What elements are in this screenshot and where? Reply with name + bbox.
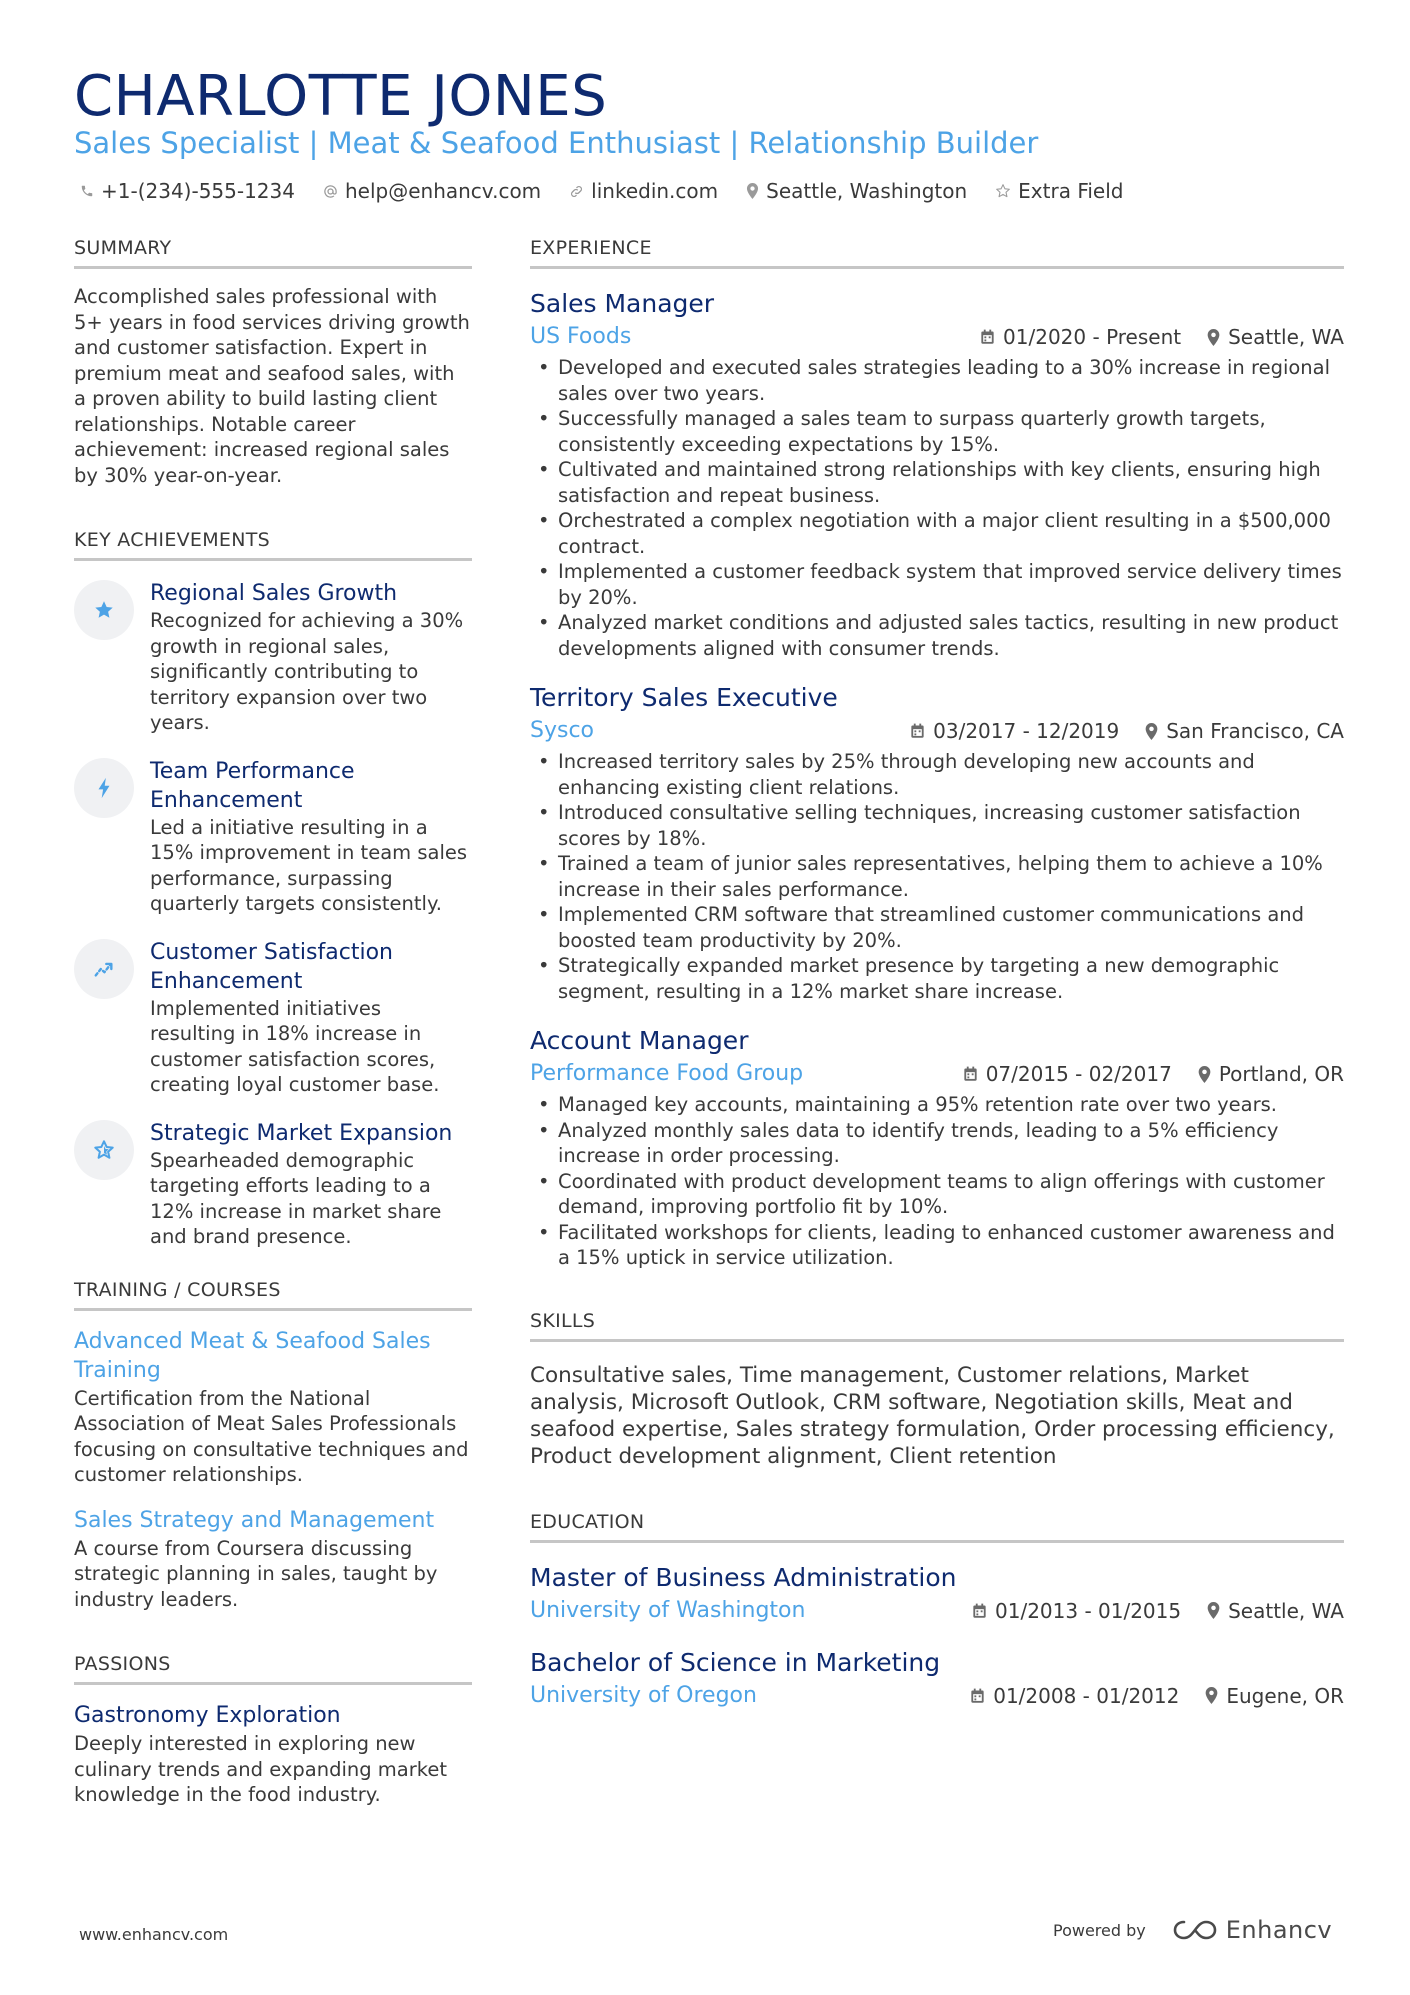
infinity-logo-icon: [1172, 1918, 1218, 1942]
job-bullets: [530, 355, 1344, 661]
star-outline-icon: [995, 183, 1011, 199]
education-entry: [530, 1646, 1344, 1711]
achievement-item: [74, 579, 472, 736]
phone-icon: [80, 184, 94, 198]
location-pin-icon: [1145, 723, 1158, 740]
job-bullet: • Strategically expanded market presence by targeting a new demographic segment, resulting in a 12% market share increase.: [530, 953, 1344, 1004]
candidate-headline: Sales Specialist | Meat & Seafood Enthusiast | Relationship Builder: [74, 126, 1039, 160]
passion-item: [74, 1701, 472, 1808]
job-bullet: • Developed and executed sales strategies leading to a 30% increase in regional sales over two years.: [530, 355, 1344, 406]
job-bullet: • Introduced consultative selling techniques, increasing customer satisfaction scores by 18%.: [530, 800, 1344, 851]
edu-dates: 01/2013 - 01/2015: [995, 1598, 1182, 1623]
achievement-text: Implemented initiatives resulting in 18% increase in customer satisfaction scores, creating loyal customer base.: [150, 996, 440, 1096]
calendar-icon: [970, 1688, 985, 1704]
achievements-section: [74, 528, 472, 1250]
at-icon: [323, 184, 338, 199]
achievement-item: [74, 938, 472, 1098]
extra-field-text: Extra Field: [1018, 179, 1124, 203]
location-pin-icon: [1207, 329, 1220, 346]
location-pin-icon: [1207, 1602, 1220, 1619]
brand-name: Enhancv: [1225, 1916, 1333, 1944]
location-pin-icon: [1205, 1687, 1218, 1704]
job-entry: [530, 287, 1344, 661]
job-dates: 03/2017 - 12/2019: [933, 719, 1120, 743]
calendar-icon: [972, 1603, 987, 1619]
summary-text: Accomplished sales professional with 5+ years in food services driving growth and customer satisfaction. Expert in premium meat and seafood sales, with a proven ability to build lasting client relationships. Notable career achievement: increased regional sales by 30% year-on-year.: [74, 285, 470, 487]
achievement-item: [74, 1119, 472, 1250]
achievement-text: Spearheaded demographic targeting efforts leading to a 12% increase in market share and brand presence.: [150, 1148, 442, 1248]
job-bullet: • Facilitated workshops for clients, leading to enhanced customer awareness and a 15% uptick in service utilization.: [530, 1220, 1344, 1271]
edu-location: Seattle, WA: [1228, 1598, 1344, 1623]
achievement-title: Strategic Market Expansion: [150, 1120, 453, 1146]
job-bullet: • Implemented a customer feedback system that improved service delivery times by 20%.: [530, 559, 1344, 610]
contact-phone[interactable]: [80, 176, 295, 206]
education-section: [530, 1510, 1344, 1711]
footer-powered: [1053, 1916, 1332, 1944]
contact-bar: [80, 176, 1151, 206]
job-company: Performance Food Group: [530, 1061, 804, 1086]
location-pin-icon: [1198, 1066, 1211, 1083]
course-title: Advanced Meat & Seafood Sales Training: [74, 1328, 431, 1383]
training-heading: TRAINING / COURSES: [74, 1278, 472, 1311]
location-text: Seattle, Washington: [766, 179, 968, 203]
edu-degree: Bachelor of Science in Marketing: [530, 1647, 941, 1677]
achievement-item: [74, 757, 472, 917]
job-title: Sales Manager: [530, 289, 715, 318]
achievement-title: Customer Satisfaction Enhancement: [150, 939, 393, 994]
bolt-icon: [74, 758, 134, 818]
job-company: Sysco: [530, 718, 595, 743]
footer-website[interactable]: www.enhancv.com: [79, 1925, 229, 1944]
course-item: [74, 1506, 472, 1613]
job-dates: 01/2020 - Present: [1003, 325, 1182, 349]
left-column: [74, 236, 472, 1808]
skills-text: Consultative sales, Time management, Customer relations, Market analysis, Microsoft Outlook, CRM software, Negotiation skills, Meat and seafood expertise, Sales strategy formulation, Order processing efficiency, Product development alignment, Client retention: [530, 1362, 1335, 1469]
course-item: [74, 1327, 472, 1488]
trend-icon: [74, 939, 134, 999]
edu-school: University of Washington: [530, 1597, 806, 1623]
passion-text: Deeply interested in exploring new culinary trends and expanding market knowledge in the food industry.: [74, 1732, 448, 1806]
edu-location: Eugene, OR: [1226, 1683, 1344, 1708]
summary-section: [74, 236, 472, 488]
job-location: Seattle, WA: [1228, 325, 1344, 349]
powered-by-text: Powered by: [1053, 1920, 1146, 1940]
job-bullet: • Cultivated and maintained strong relationships with key clients, ensuring high satisfaction and repeat business.: [530, 457, 1344, 508]
job-title: Account Manager: [530, 1026, 749, 1055]
contact-email[interactable]: [323, 176, 541, 206]
job-title: Territory Sales Executive: [530, 683, 838, 712]
passion-title: Gastronomy Exploration: [74, 1703, 341, 1728]
calendar-icon: [910, 723, 925, 739]
job-location: San Francisco, CA: [1166, 719, 1344, 743]
job-location: Portland, OR: [1218, 1062, 1344, 1086]
achievement-title: Team Performance Enhancement: [150, 758, 355, 813]
education-entry: [530, 1561, 1344, 1626]
link-icon: [569, 184, 584, 199]
experience-heading: EXPERIENCE: [530, 236, 1344, 269]
contact-linkedin[interactable]: [569, 176, 718, 206]
edu-school: University of Oregon: [530, 1682, 757, 1708]
star-outline-icon: [74, 1120, 134, 1180]
email-text: help@enhancv.com: [344, 179, 542, 203]
edu-degree: Master of Business Administration: [530, 1562, 957, 1592]
contact-location: [746, 176, 967, 206]
achievement-title: Regional Sales Growth: [150, 581, 398, 606]
passions-heading: PASSIONS: [74, 1652, 472, 1685]
calendar-icon: [980, 329, 995, 345]
achievement-text: Recognized for achieving a 30% growth in regional sales, significantly contributing to territory expansion over two years.: [150, 609, 464, 734]
contact-extra: [995, 176, 1123, 206]
edu-dates: 01/2008 - 01/2012: [993, 1683, 1180, 1708]
candidate-name: CHARLOTTE JONES: [74, 64, 608, 129]
job-bullets: [530, 749, 1344, 1004]
course-text: A course from Coursera discussing strategic planning in sales, taught by industry leaders.: [74, 1536, 438, 1611]
education-heading: EDUCATION: [530, 1510, 1344, 1543]
achievement-text: Led a initiative resulting in a 15% improvement in team sales performance, surpassing quarterly targets consistently.: [150, 815, 468, 915]
course-title: Sales Strategy and Management: [74, 1507, 435, 1533]
job-bullet: • Orchestrated a complex negotiation with a major client resulting in a $500,000 contract.: [530, 508, 1344, 559]
skills-section: [530, 1309, 1344, 1470]
job-bullet: • Trained a team of junior sales representatives, helping them to achieve a 10% increase in their sales performance.: [530, 851, 1344, 902]
job-entry: [530, 1024, 1344, 1271]
enhancv-logo[interactable]: [1172, 1916, 1332, 1944]
job-bullet: • Successfully managed a sales team to surpass quarterly growth targets, consistently exceeding expectations by 15%.: [530, 406, 1344, 457]
job-dates: 07/2015 - 02/2017: [985, 1062, 1172, 1086]
calendar-icon: [963, 1066, 978, 1082]
job-entry: [530, 681, 1344, 1004]
job-bullet: • Implemented CRM software that streamlined customer communications and boosted team productivity by 20%.: [530, 902, 1344, 953]
phone-text: +1-(234)-555-1234: [101, 179, 295, 203]
location-pin-icon: [746, 183, 759, 199]
skills-heading: SKILLS: [530, 1309, 1344, 1342]
experience-section: [530, 236, 1344, 1271]
star-icon: [74, 580, 134, 640]
course-text: Certification from the National Association of Meat Sales Professionals focusing on consultative techniques and customer relationships.: [74, 1386, 469, 1486]
achievements-heading: KEY ACHIEVEMENTS: [74, 528, 472, 561]
linkedin-text: linkedin.com: [591, 179, 719, 203]
job-bullets: [530, 1092, 1344, 1271]
job-bullet: • Analyzed monthly sales data to identify trends, leading to a 5% efficiency increase in order processing.: [530, 1118, 1344, 1169]
job-company: US Foods: [530, 324, 632, 349]
training-section: [74, 1278, 472, 1613]
job-bullet: • Increased territory sales by 25% through developing new accounts and enhancing existing client relations.: [530, 749, 1344, 800]
job-bullet: • Coordinated with product development teams to align offerings with customer demand, improving portfolio fit by 10%.: [530, 1169, 1344, 1220]
job-bullet: • Managed key accounts, maintaining a 95% retention rate over two years.: [530, 1092, 1344, 1118]
right-column: [530, 236, 1344, 1711]
passions-section: [74, 1652, 472, 1808]
job-bullet: • Analyzed market conditions and adjusted sales tactics, resulting in new product developments aligned with consumer trends.: [530, 610, 1344, 661]
summary-heading: SUMMARY: [74, 236, 472, 269]
